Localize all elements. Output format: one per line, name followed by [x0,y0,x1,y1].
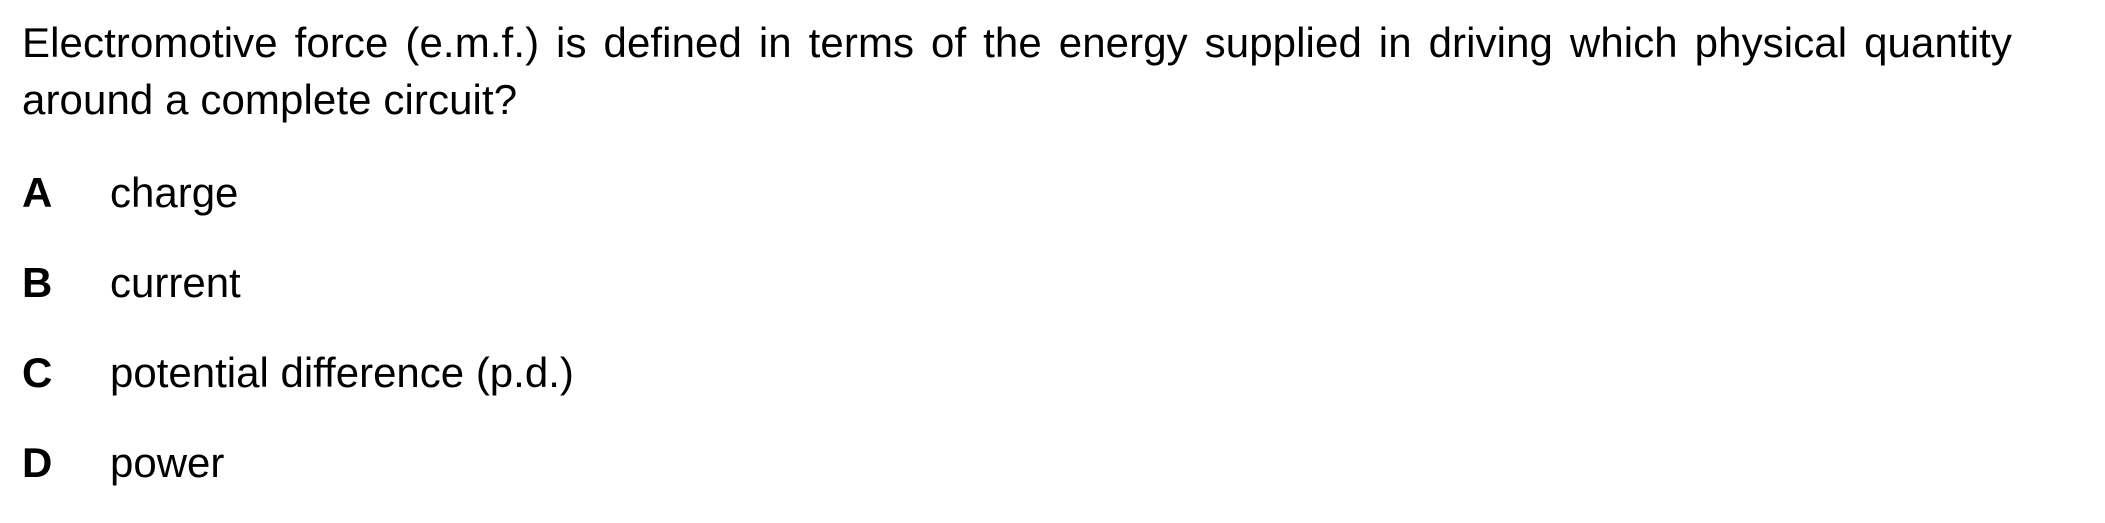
option-c-text: potential difference (p.d.) [110,349,574,396]
option-c[interactable] [22,343,1822,433]
answer-options [22,163,1822,523]
question-text: Electromotive force (e.m.f.) is defined in terms of the energy supplied in driving which physical quantity around a complete circuit? [22,19,2012,123]
option-d[interactable] [22,433,1822,523]
option-d-letter: D [22,439,53,486]
option-b-letter: B [22,259,53,306]
option-a-letter: A [22,169,53,216]
option-b-text: current [110,259,241,306]
option-d-text: power [110,439,225,486]
option-a-text: charge [110,169,239,216]
option-c-letter: C [22,349,53,396]
option-a[interactable] [22,163,1822,253]
option-b[interactable] [22,253,1822,343]
